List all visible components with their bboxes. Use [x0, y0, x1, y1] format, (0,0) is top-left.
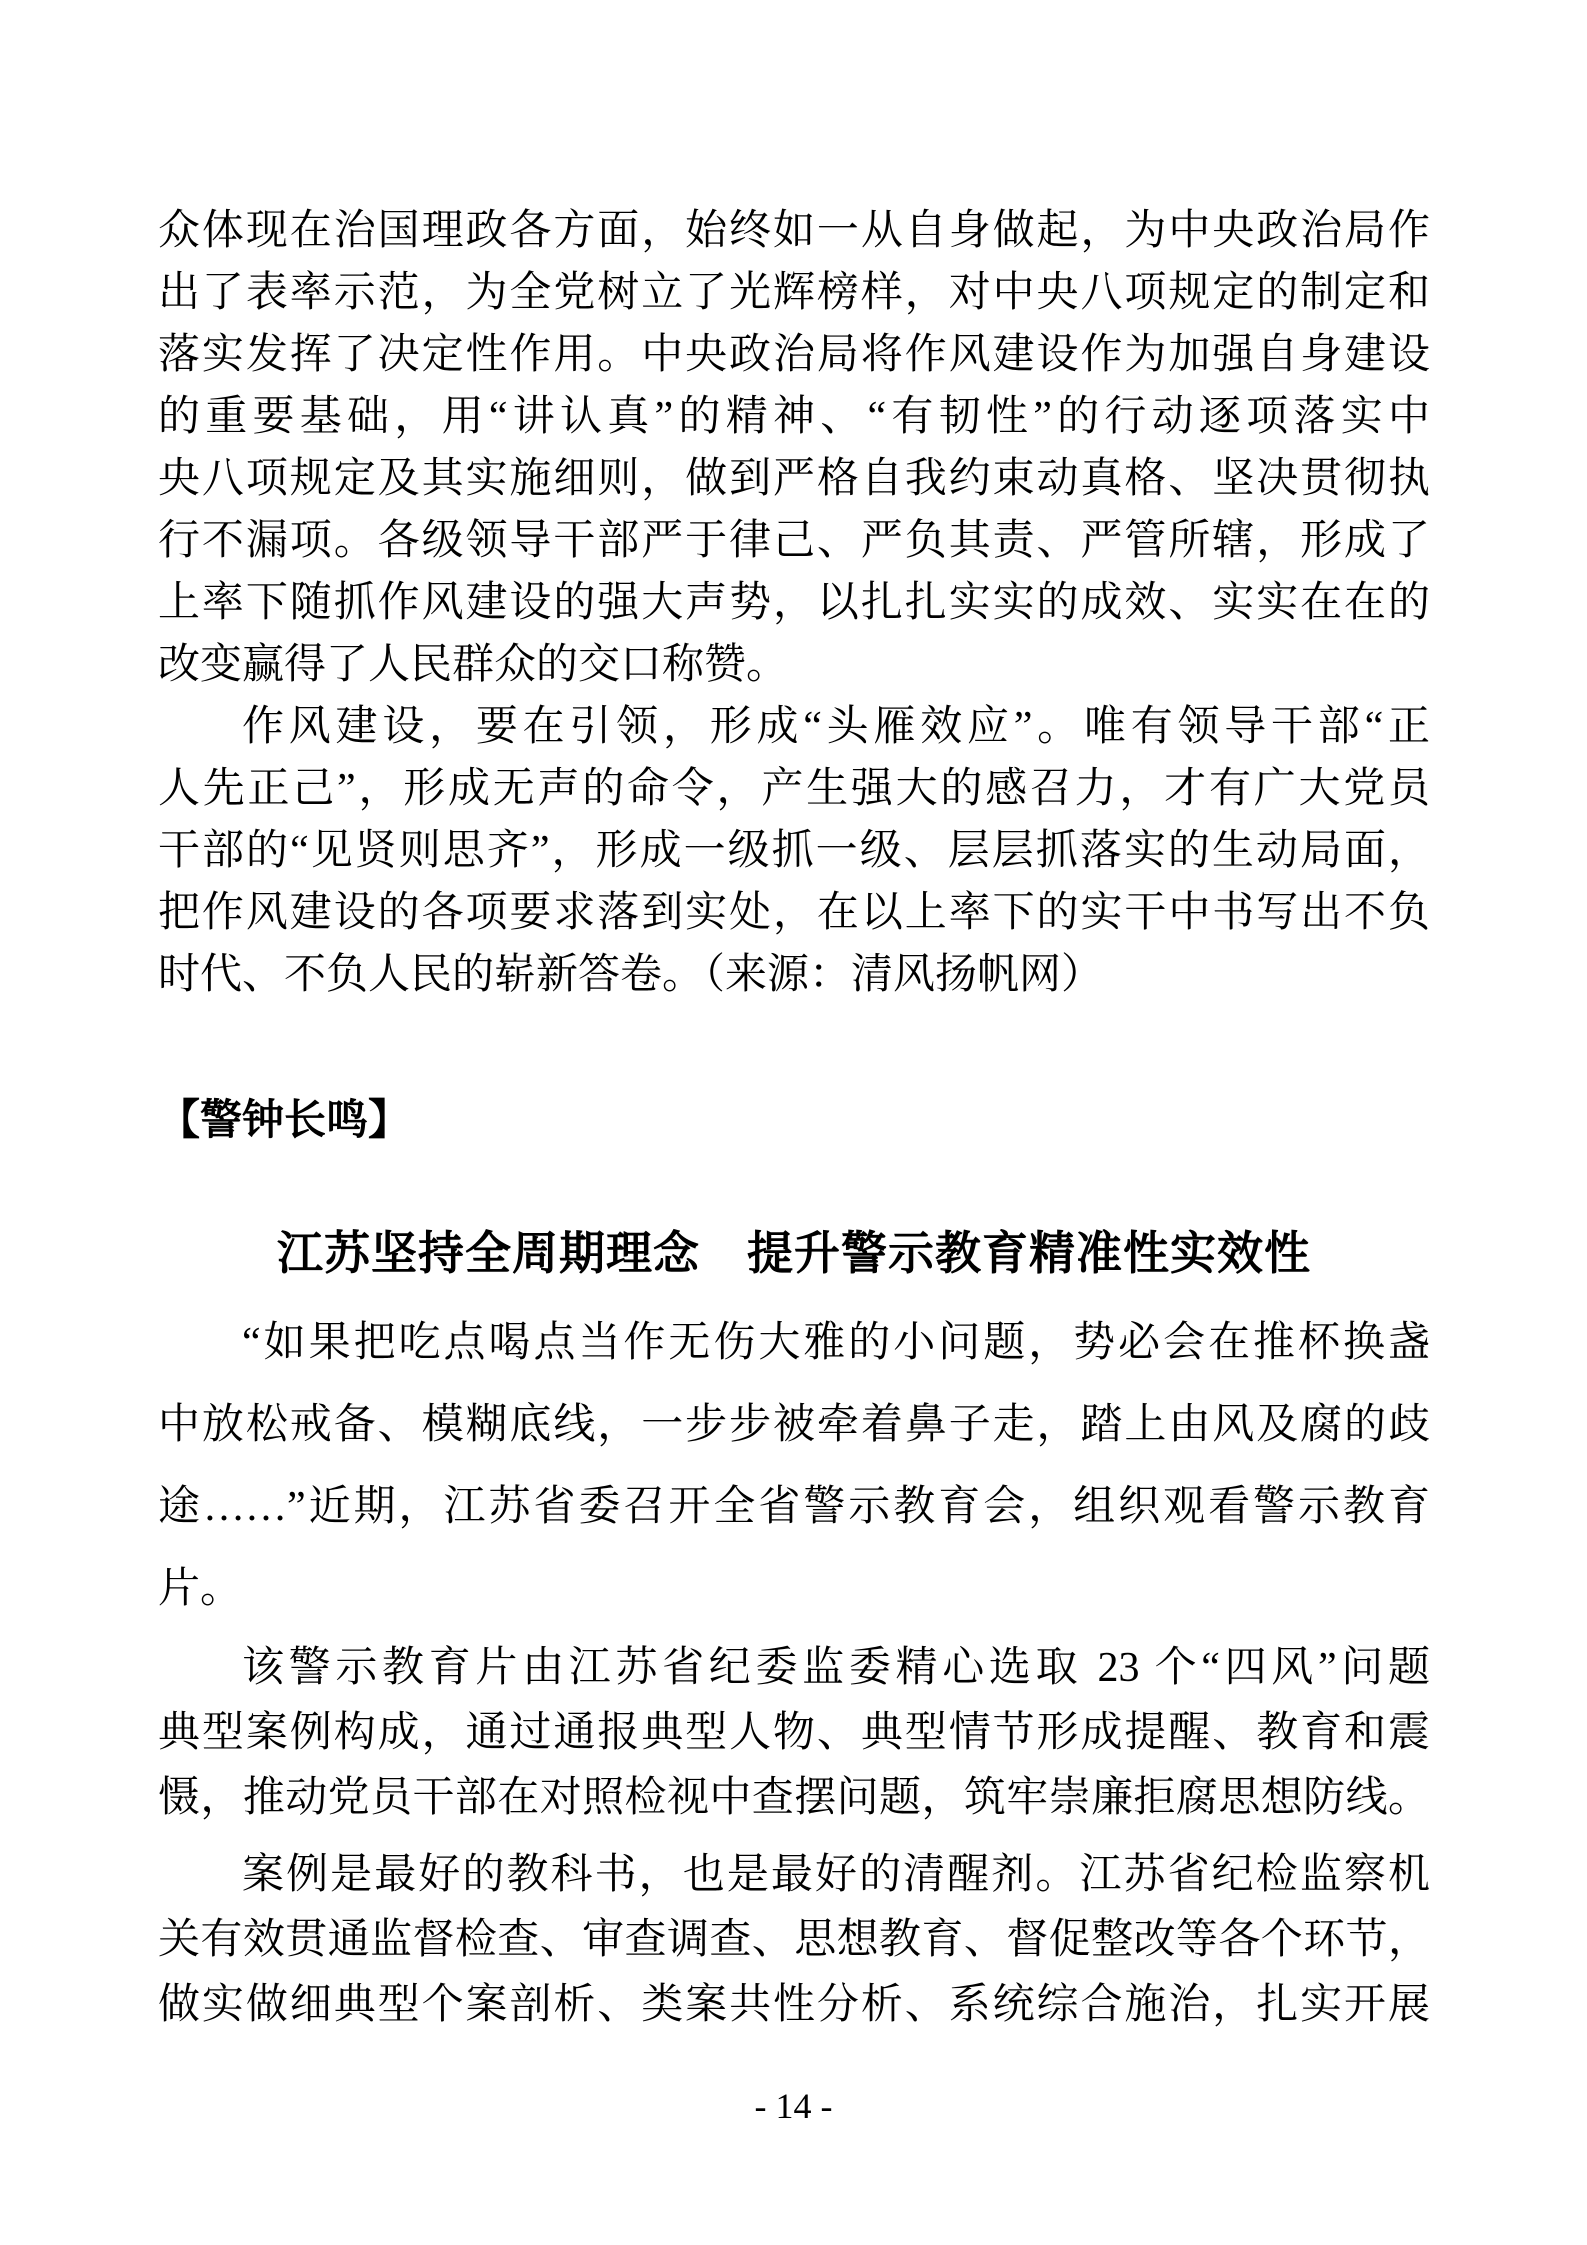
text-line: 片。	[158, 1566, 243, 1612]
page-number: - 14 -	[754, 2086, 833, 2126]
paragraph-film-cases	[158, 1636, 1430, 1831]
text-line: 落实发挥了决定性作用。中央政治局将作风建设作为加强自身建设	[158, 332, 1430, 378]
text-line: 关有效贯通监督检查、审查调查、思想教育、督促整改等各个环节，	[158, 1917, 1430, 1963]
text-line: 慑，推动党员干部在对照检视中查摆问题，筑牢崇廉拒腐思想防线。	[158, 1775, 1430, 1821]
text-line: 行不漏项。各级领导干部严于律己、严负其责、严管所辖，形成了	[158, 518, 1430, 564]
text-line: 干部的“见贤则思齐”，形成一级抓一级、层层抓落实的生动局面，	[158, 828, 1430, 874]
text-line: 把作风建设的各项要求落到实处，在以上率下的实干中书写出不负	[158, 890, 1430, 936]
text-line: 时代、不负人民的崭新答卷。（来源：清风扬帆网）	[158, 952, 1104, 998]
section-header-alarm-bell: 【警钟长鸣】	[158, 1098, 411, 1144]
text-line: 途……”近期，江苏省委召开全省警示教育会，组织观看警示教育	[158, 1484, 1430, 1530]
text-line: 的重要基础，用“讲认真”的精神、“有韧性”的行动逐项落实中	[158, 394, 1430, 440]
paragraph-leading-geese-effect	[158, 696, 1430, 1006]
text-line: 中放松戒备、模糊底线，一步步被牵着鼻子走，踏上由风及腐的歧	[158, 1402, 1430, 1448]
text-line: 案例是最好的教科书，也是最好的清醒剂。江苏省纪检监察机	[242, 1852, 1430, 1898]
article-title: 江苏坚持全周期理念 提升警示教育精准性实效性	[277, 1228, 1311, 1279]
paragraph-case-textbook	[158, 1843, 1430, 2038]
text-line: 该警示教育片由江苏省纪委监委精心选取 23 个“四风”问题	[242, 1645, 1430, 1691]
paragraph-work-style-achievements	[158, 200, 1430, 696]
paragraph-warning-film-intro	[158, 1302, 1430, 1630]
text-line: 出了表率示范，为全党树立了光辉榜样，对中央八项规定的制定和	[158, 270, 1430, 316]
text-line: “如果把吃点喝点当作无伤大雅的小问题，势必会在推杯换盏	[242, 1320, 1430, 1366]
text-line: 作风建设，要在引领，形成“头雁效应”。唯有领导干部“正	[242, 704, 1430, 750]
text-line: 改变赢得了人民群众的交口称赞。	[158, 642, 789, 688]
text-line: 上率下随抓作风建设的强大声势，以扎扎实实的成效、实实在在的	[158, 580, 1430, 626]
text-line: 众体现在治国理政各方面，始终如一从自身做起，为中央政治局作	[158, 208, 1430, 254]
text-line: 央八项规定及其实施细则，做到严格自我约束动真格、坚决贯彻执	[158, 456, 1430, 502]
text-line: 做实做细典型个案剖析、类案共性分析、系统综合施治，扎实开展	[158, 1982, 1430, 2028]
text-line: 典型案例构成，通过通报典型人物、典型情节形成提醒、教育和震	[158, 1710, 1430, 1756]
text-line: 人先正己”，形成无声的命令，产生强大的感召力，才有广大党员	[158, 766, 1430, 812]
